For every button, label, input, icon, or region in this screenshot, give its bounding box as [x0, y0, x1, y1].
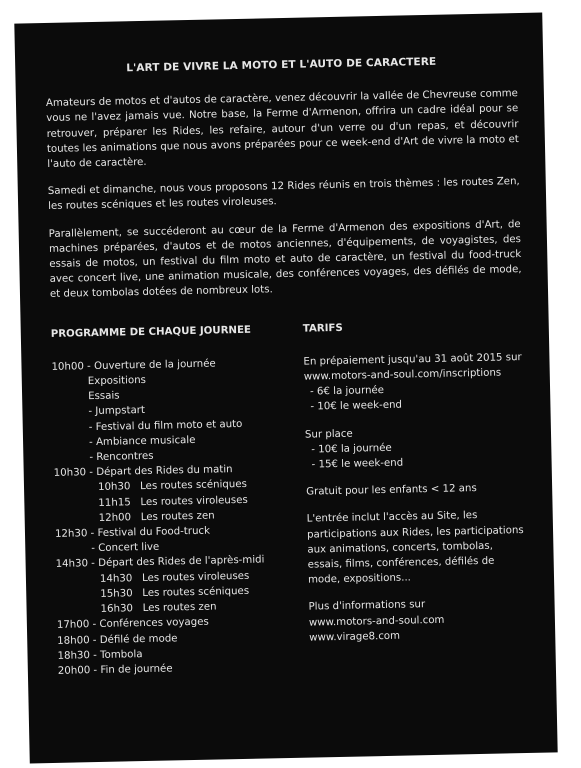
tarifs-heading: TARIFS: [302, 322, 343, 335]
programme-row: 18h30 - Tombola: [57, 648, 143, 662]
sur-place-day-price: - 10€ la journée: [311, 442, 392, 456]
flyer-card: [14, 13, 557, 764]
programme-row: 14h30 - Départ des Rides de l'après-midi: [55, 554, 265, 571]
site-link-motors[interactable]: www.motors-and-soul.com: [308, 614, 445, 629]
flyer-title: L'ART DE VIVRE LA MOTO ET L'AUTO DE CARACTERE: [126, 55, 437, 75]
intro-paragraph: Amateurs de motos et d'autos de caractère, venez découvrir la vallée de Chevreuse comme vous ne l'avez jamais vue. Notre base, la Ferme d'Armenon, offrira un cadre idéal pour se retrouver, préparer les Rides, les refaire, autour d'un verre ou d'un repas, et découvrir toutes les animations que nous avons préparées pour ce week-end d'Art de vivre la moto et l'auto de caractère.: [45, 88, 519, 170]
programme-column: [51, 322, 296, 679]
programme-row: 14h30 Les routes viroleuses: [99, 570, 250, 585]
info-label: Plus d'informations sur: [308, 599, 426, 614]
programme-row: 12h00 Les routes zen: [98, 510, 215, 524]
sur-place-weekend-price: - 15€ le week-end: [311, 457, 404, 471]
programme-row: 18h00 - Défilé de mode: [57, 632, 178, 647]
prepaiement-url[interactable]: www.motors-and-soul.com/inscriptions: [303, 367, 502, 383]
programme-row: 15h30 Les routes scéniques: [100, 585, 250, 600]
prepaiement-weekend-price: - 10€ le week-end: [310, 400, 403, 413]
programme-heading: PROGRAMME DE CHAQUE JOURNEE: [50, 324, 252, 340]
programme-row: 17h00 - Conférences voyages: [56, 616, 209, 632]
programme-row: 11h15 Les routes viroleuses: [98, 494, 248, 509]
programme-row: Essais: [88, 390, 120, 403]
programme-row: 16h30 Les routes zen: [100, 601, 217, 616]
programme-row: - Concert live: [91, 541, 160, 555]
programme-row: 20h00 - Fin de journée: [57, 663, 173, 677]
programme-row: - Rencontres: [89, 450, 154, 464]
prepaiement-day-price: - 6€ la journée: [309, 385, 385, 398]
programme-row: 10h30 Les routes scéniques: [97, 479, 247, 494]
rides-paragraph: Samedi et dimanche, nous vous proposons 12 Rides réunis en trois thèmes : les routes Zen, les routes scéniques et les routes viroleuses.: [47, 176, 520, 213]
programme-list: [51, 355, 296, 679]
programme-row: 10h30 - Départ des Rides du matin: [53, 464, 233, 480]
two-column-section: [51, 317, 530, 679]
tarifs-column: [289, 317, 530, 674]
site-link-virage[interactable]: www.virage8.com: [309, 630, 401, 644]
programme-row: - Ambiance musicale: [88, 434, 196, 448]
programme-row: - Jumpstart: [88, 405, 146, 418]
programme-row: - Festival du film moto et auto: [88, 418, 243, 433]
sur-place-label: Sur place: [304, 428, 353, 441]
programme-row: Expositions: [87, 374, 147, 388]
programme-row: 10h00 - Ouverture de la journée: [51, 358, 216, 373]
animations-paragraph: Parallèlement, se succéderont au cœur de la Ferme d'Armenon des expositions d'Art, de machines préparées, d'autos et de motos anciennes, d'équipements, de voyagistes, des essais de motos, un festival du film moto et auto de caractère, un festival du food-truck avec concert live, une animation musicale, des conférences voyages, des défilés de mode, et deux tombolas dotées de nombreux lots.: [48, 218, 522, 301]
entree-description: L'entrée inclut l'accès au Site, les participations aux Rides, les participations aux animations, concerts, tombolas, essais, films, conférences, défilés de mode, expositions...: [306, 510, 524, 586]
enfants-gratuit: Gratuit pour les enfants < 12 ans: [306, 483, 477, 498]
prepaiement-text: En prépaiement jusqu'au 31 août 2015 sur: [303, 351, 522, 368]
programme-row: 12h30 - Festival du Food-truck: [54, 525, 211, 540]
